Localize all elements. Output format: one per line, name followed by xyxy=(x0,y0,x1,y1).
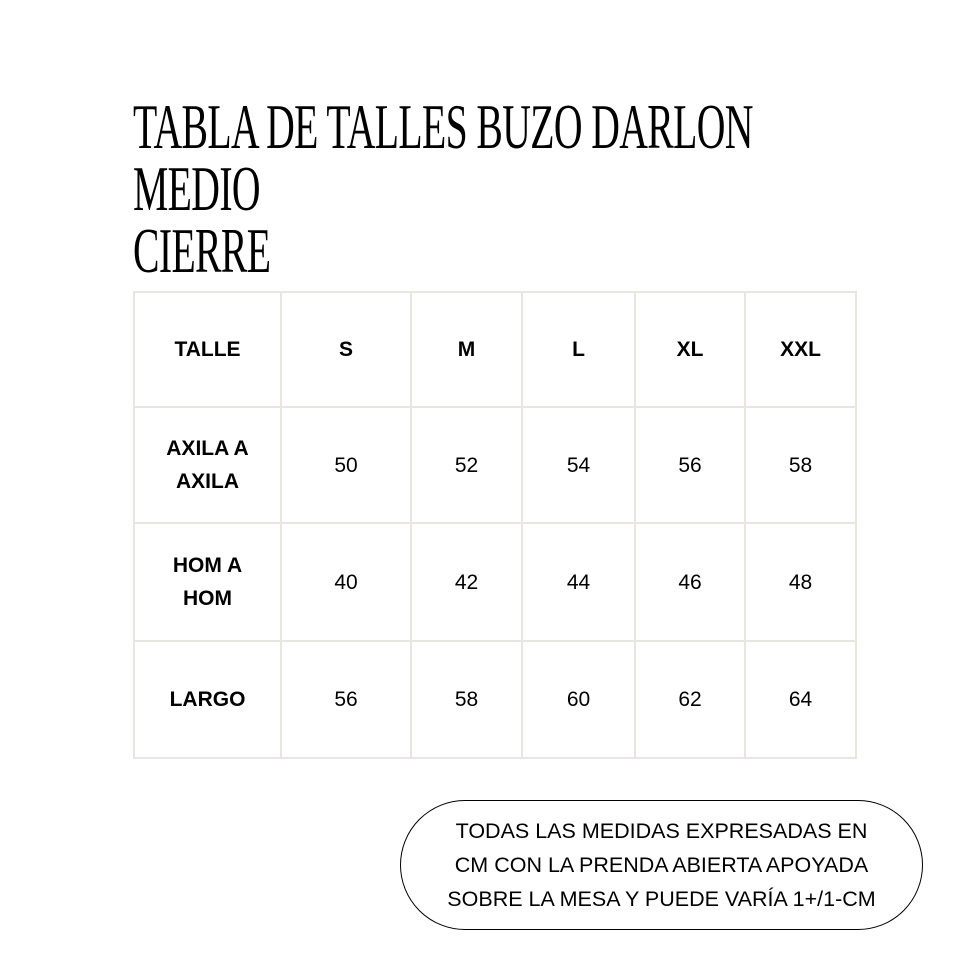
table-cell: 64 xyxy=(745,641,856,758)
title-line-2: CIERRE xyxy=(133,215,271,286)
table-cell: 56 xyxy=(635,407,745,523)
table-cell: 42 xyxy=(411,523,522,641)
row-label-line: AXILA xyxy=(176,470,239,493)
table-cell: 48 xyxy=(745,523,856,641)
table-cell: 44 xyxy=(522,523,635,641)
table-cell: 50 xyxy=(281,407,411,523)
table-cell: 56 xyxy=(281,641,411,758)
table-cell: 58 xyxy=(411,641,522,758)
table-header-row xyxy=(134,292,856,407)
measurement-note xyxy=(400,800,923,930)
table-cell: 62 xyxy=(635,641,745,758)
row-label-line: HOM xyxy=(183,587,232,610)
header-cell: XXL xyxy=(745,292,856,407)
header-cell: XL xyxy=(635,292,745,407)
note-line: TODAS LAS MEDIDAS EXPRESADAS EN xyxy=(455,819,868,843)
table-cell: 60 xyxy=(522,641,635,758)
table-cell: 40 xyxy=(281,523,411,641)
table-cell: 52 xyxy=(411,407,522,523)
table-cell: 54 xyxy=(522,407,635,523)
table-cell: 46 xyxy=(635,523,745,641)
note-line: SOBRE LA MESA Y PUEDE VARÍA 1+/1-CM xyxy=(447,887,876,911)
size-table xyxy=(133,291,857,759)
table-row xyxy=(134,523,856,641)
row-label: LARGO xyxy=(134,641,281,758)
page-title xyxy=(133,91,877,286)
note-line: CM CON LA PRENDA ABIERTA APOYADA xyxy=(454,853,869,877)
row-label-line: AXILA A xyxy=(166,437,249,460)
row-label-line: HOM A xyxy=(172,554,243,577)
table-row xyxy=(134,407,856,523)
row-label xyxy=(134,407,281,523)
header-cell: TALLE xyxy=(134,292,281,407)
header-cell: S xyxy=(281,292,411,407)
table-row xyxy=(134,641,856,758)
title-line-1: TABLA DE TALLES BUZO DARLON MEDIO xyxy=(133,91,753,224)
table-cell: 58 xyxy=(745,407,856,523)
row-label xyxy=(134,523,281,641)
header-cell: M xyxy=(411,292,522,407)
header-cell: L xyxy=(522,292,635,407)
